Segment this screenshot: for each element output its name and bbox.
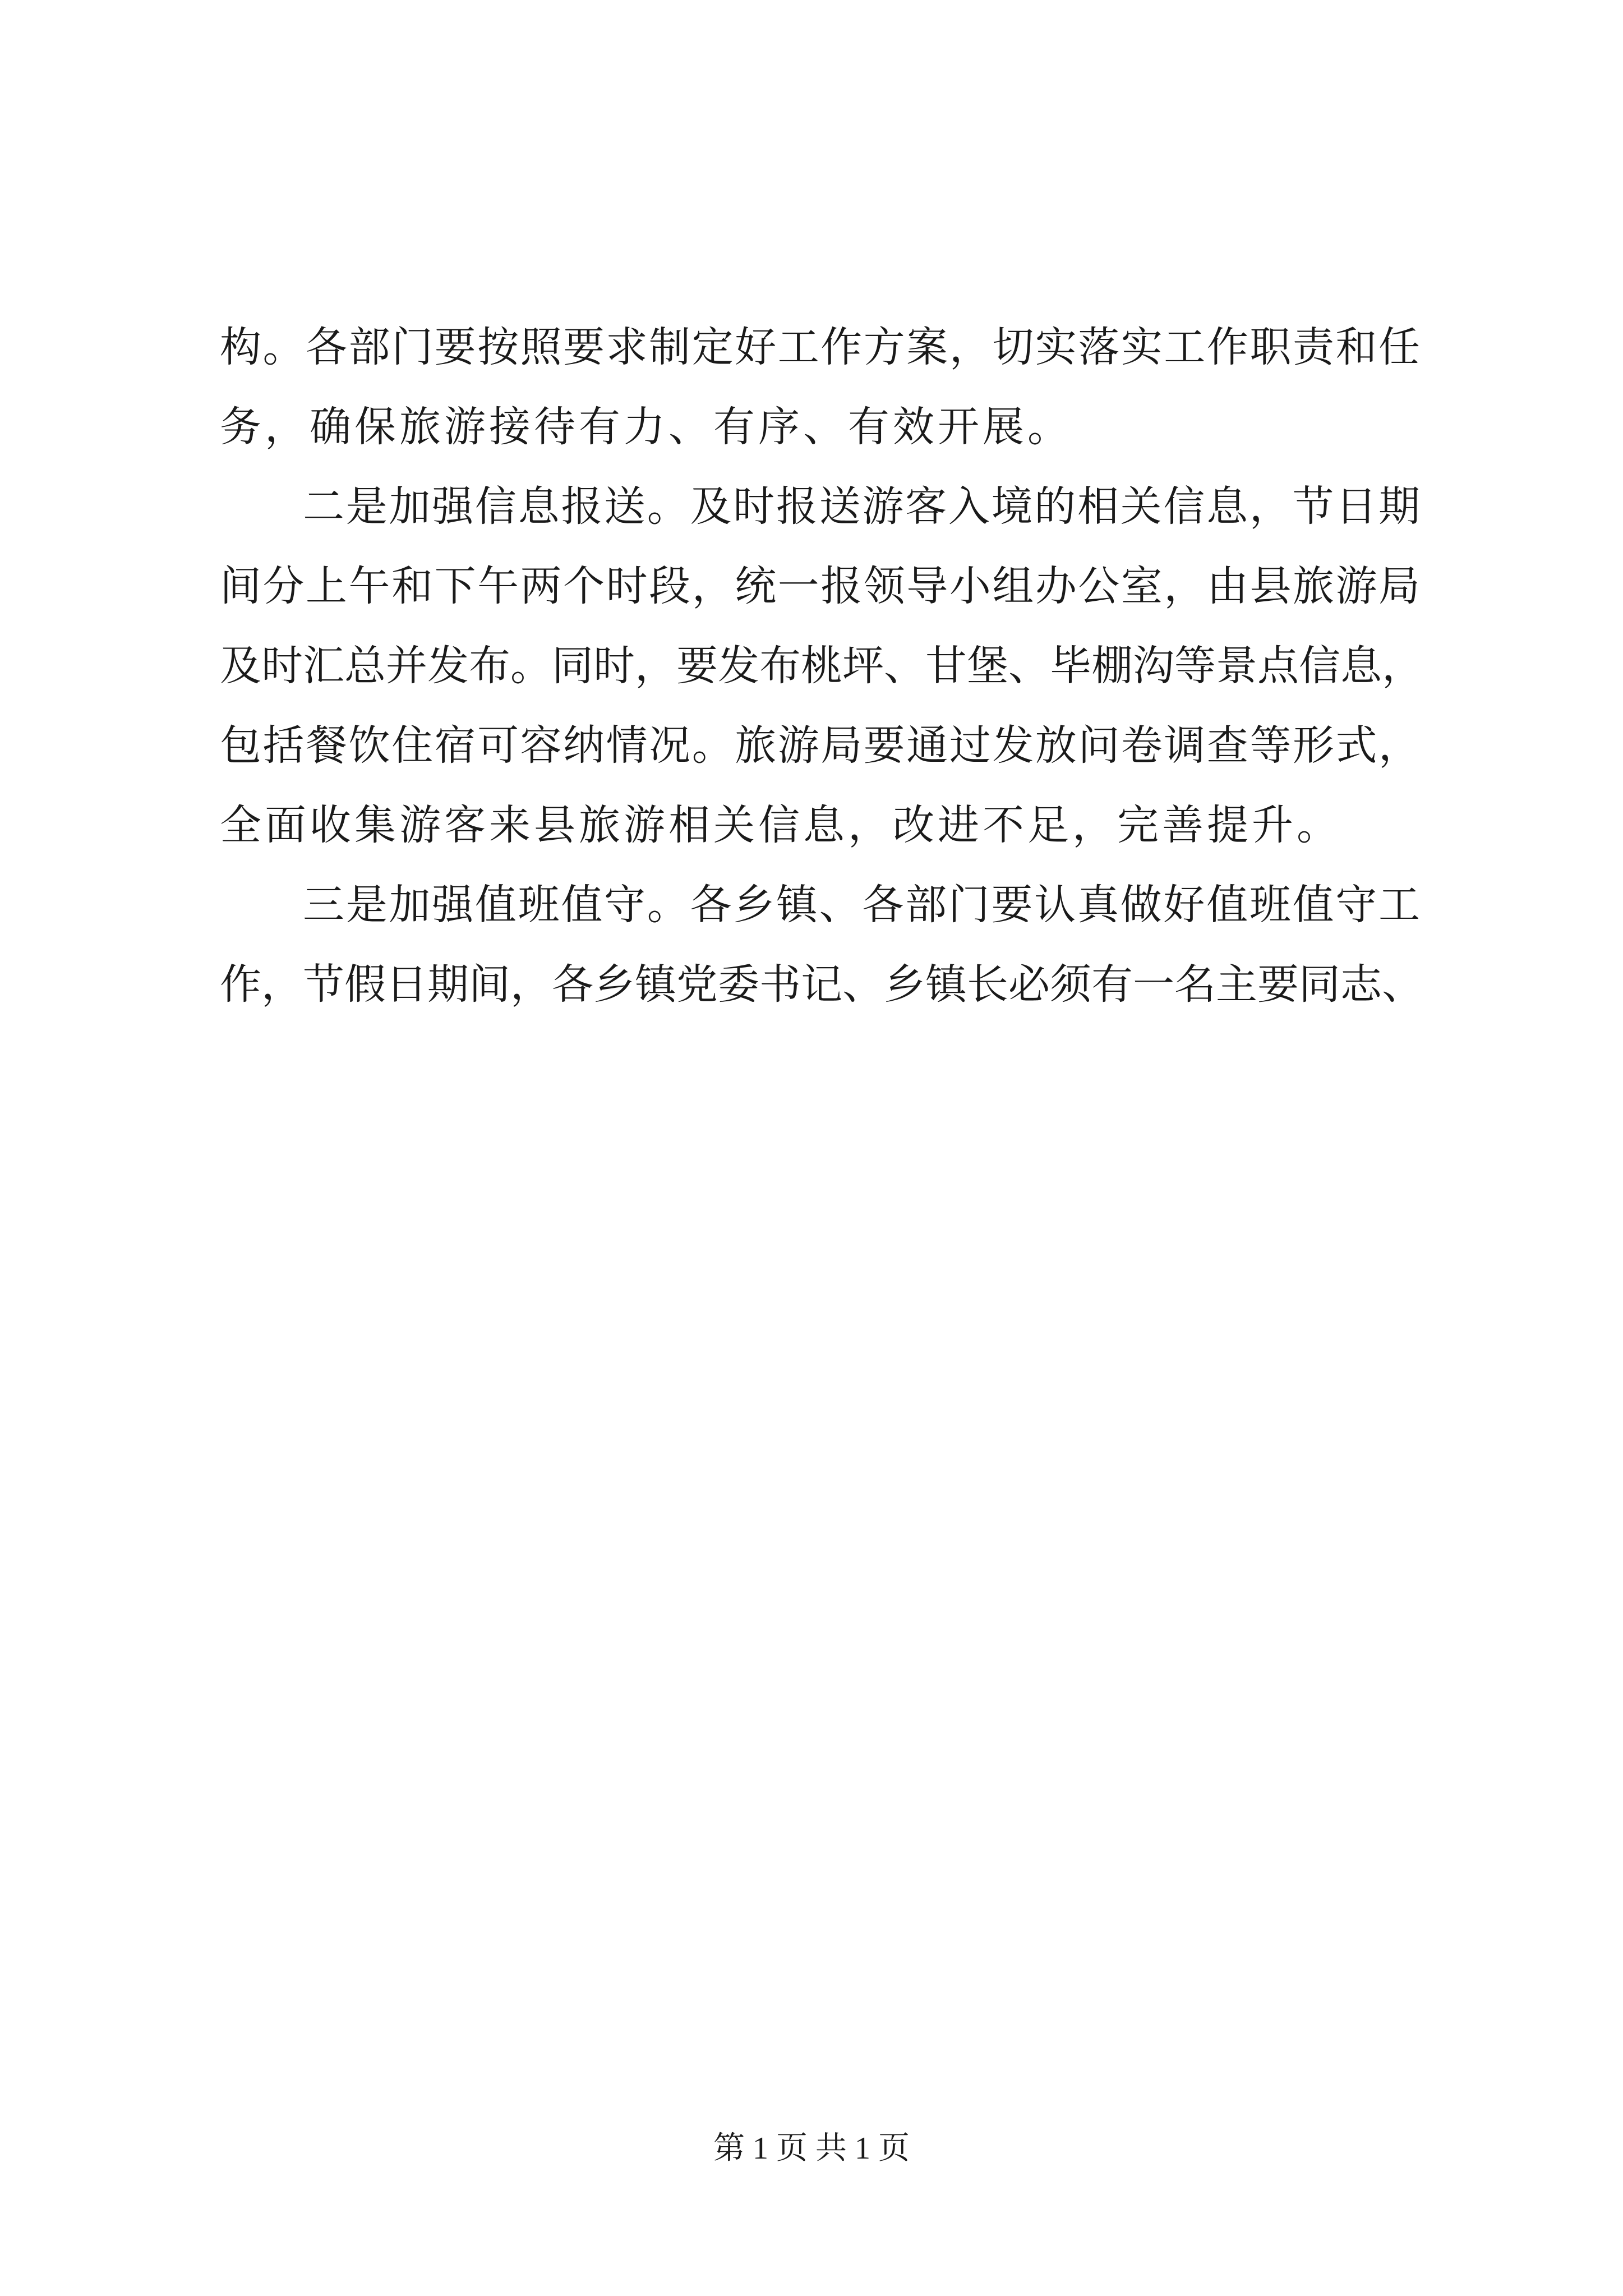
paragraph-3-line-1: 三是加强值班值守。各乡镇、各部门要认真做好值班值守工	[303, 881, 1420, 929]
document-body	[220, 307, 1423, 1024]
paragraph-2-line-2: 间分上午和下午两个时段，统一报领导小组办公室，由县旅游局	[220, 562, 1420, 610]
paragraph-1-line-1: 构。各部门要按照要求制定好工作方案，切实落实工作职责和任	[220, 323, 1420, 371]
paragraph-2-line-1: 二是加强信息报送。及时报送游客入境的相关信息，节日期	[303, 482, 1420, 531]
paragraph-1-line-2: 务，确保旅游接待有力、有序、有效开展。	[220, 403, 1072, 451]
page-footer	[0, 2129, 1623, 2168]
paragraph-3-line-2: 作，节假日期间，各乡镇党委书记、乡镇长必须有一名主要同志、	[220, 960, 1423, 1009]
paragraph-2-line-5: 全面收集游客来县旅游相关信息，改进不足，完善提升。	[220, 801, 1341, 849]
page-number-label: 第 1 页 共 1 页	[713, 2131, 910, 2166]
paragraph-2-line-3: 及时汇总并发布。同时，要发布桃坪、甘堡、毕棚沟等景点信息，	[220, 642, 1423, 690]
paragraph-2-line-4: 包括餐饮住宿可容纳情况。旅游局要通过发放问卷调查等形式，	[220, 721, 1420, 770]
